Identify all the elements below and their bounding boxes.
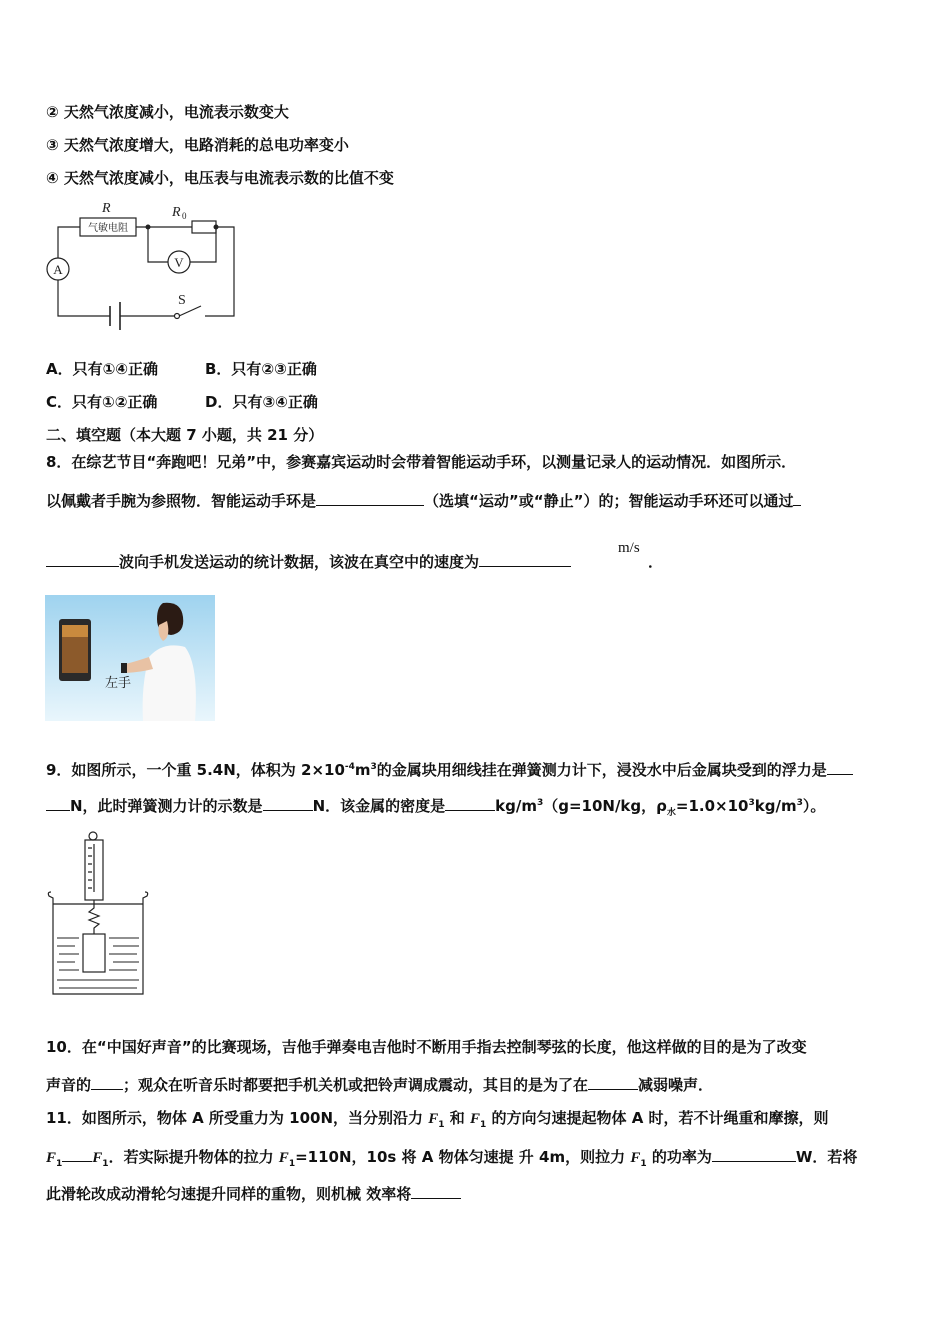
q7-option-a: A．只有①④正确 (46, 360, 159, 378)
q11-line-2: $F_1$ $F_1$．若实际提升物体的拉力 $F_1=110N$，10s 将 A 物体匀速提 升 4m，则拉力 $F_1$ 的功率为 W．若将 (46, 1145, 857, 1174)
section-2-header: 二、填空题（本大题 7 小题，共 21 分） (46, 426, 324, 444)
q11-line-3: 此滑轮改成动滑轮匀速提升同样的重物，则机械 效率将 (46, 1182, 461, 1204)
left-hand-label: 左手 (105, 676, 132, 691)
q8-unit: m/s (618, 540, 640, 556)
q7-option-b: B．只有②③正确 (205, 360, 317, 378)
q8-line-1: 8．在综艺节目“奔跑吧！兄弟”中，参赛嘉宾运动时会带着智能运动手环，以测量记录人的运动情况．如图所示． (46, 453, 797, 471)
q7-statement-2: ② 天然气浓度减小，电流表示数变大 (46, 103, 289, 121)
spring-scale-beaker-diagram (45, 830, 155, 1000)
q8-line-3: 波向手机发送运动的统计数据，该波在真空中的速度为 (46, 550, 571, 572)
circuit-diagram (44, 198, 244, 333)
q7-statement-4: ④ 天然气浓度减小，电压表与电流表示数的比值不变 (46, 169, 394, 187)
q7-option-d: D．只有③④正确 (205, 393, 318, 411)
q9-line-2: N，此时弹簧测力计的示数是 N．该金属的密度是 $kg/m^3(g=10N/kg$，$\rho_水=1.0\times 10^3kg/m^3$）。 (46, 793, 825, 823)
q8-line-2: 以佩戴者手腕为参照物．智能运动手环是 （选填“运动”或“静止”）的；智能运动手环还可以通过 (46, 489, 801, 511)
q11-line-1: 11．如图所示，物体 A 所受重力为 100N，当分别沿力 $F_1$ 和 $F_1$ 的方向匀速提起物体 A 时，若不计绳重和摩擦，则 (46, 1109, 829, 1130)
q7-statement-3: ③ 天然气浓度增大，电路消耗的总电功率变小 (46, 136, 349, 154)
ammeter-label: A (53, 262, 63, 277)
r-label: R (102, 201, 111, 216)
runner-photo (45, 595, 215, 721)
q10-line-1: 10．在“中国好声音”的比赛现场，吉他手弹奏电吉他时不断用手指去控制琴弦的长度，他这样做的目的是为了改变 (46, 1038, 807, 1056)
q8-period: ． (648, 553, 664, 571)
switch-label: S (178, 293, 186, 308)
r-box-label: 气敏电阻 (88, 223, 128, 234)
r0-subscript: 0 (182, 211, 187, 221)
q7-option-c: C．只有①②正确 (46, 393, 158, 411)
r0-label: R (172, 205, 181, 220)
voltmeter-label: V (174, 255, 184, 270)
q10-line-2: 声音的 ；观众在听音乐时都要把手机关机或把铃声调成震动，其目的是为了在 减弱噪声． (46, 1073, 713, 1095)
q9-line-1: 9．如图所示，一个重 5.4N，体积为 $2\times 10^{-4}m^3$的金属块用细线挂在弹簧测力计下，浸没水中后金属块受到的浮力是 (46, 757, 853, 780)
